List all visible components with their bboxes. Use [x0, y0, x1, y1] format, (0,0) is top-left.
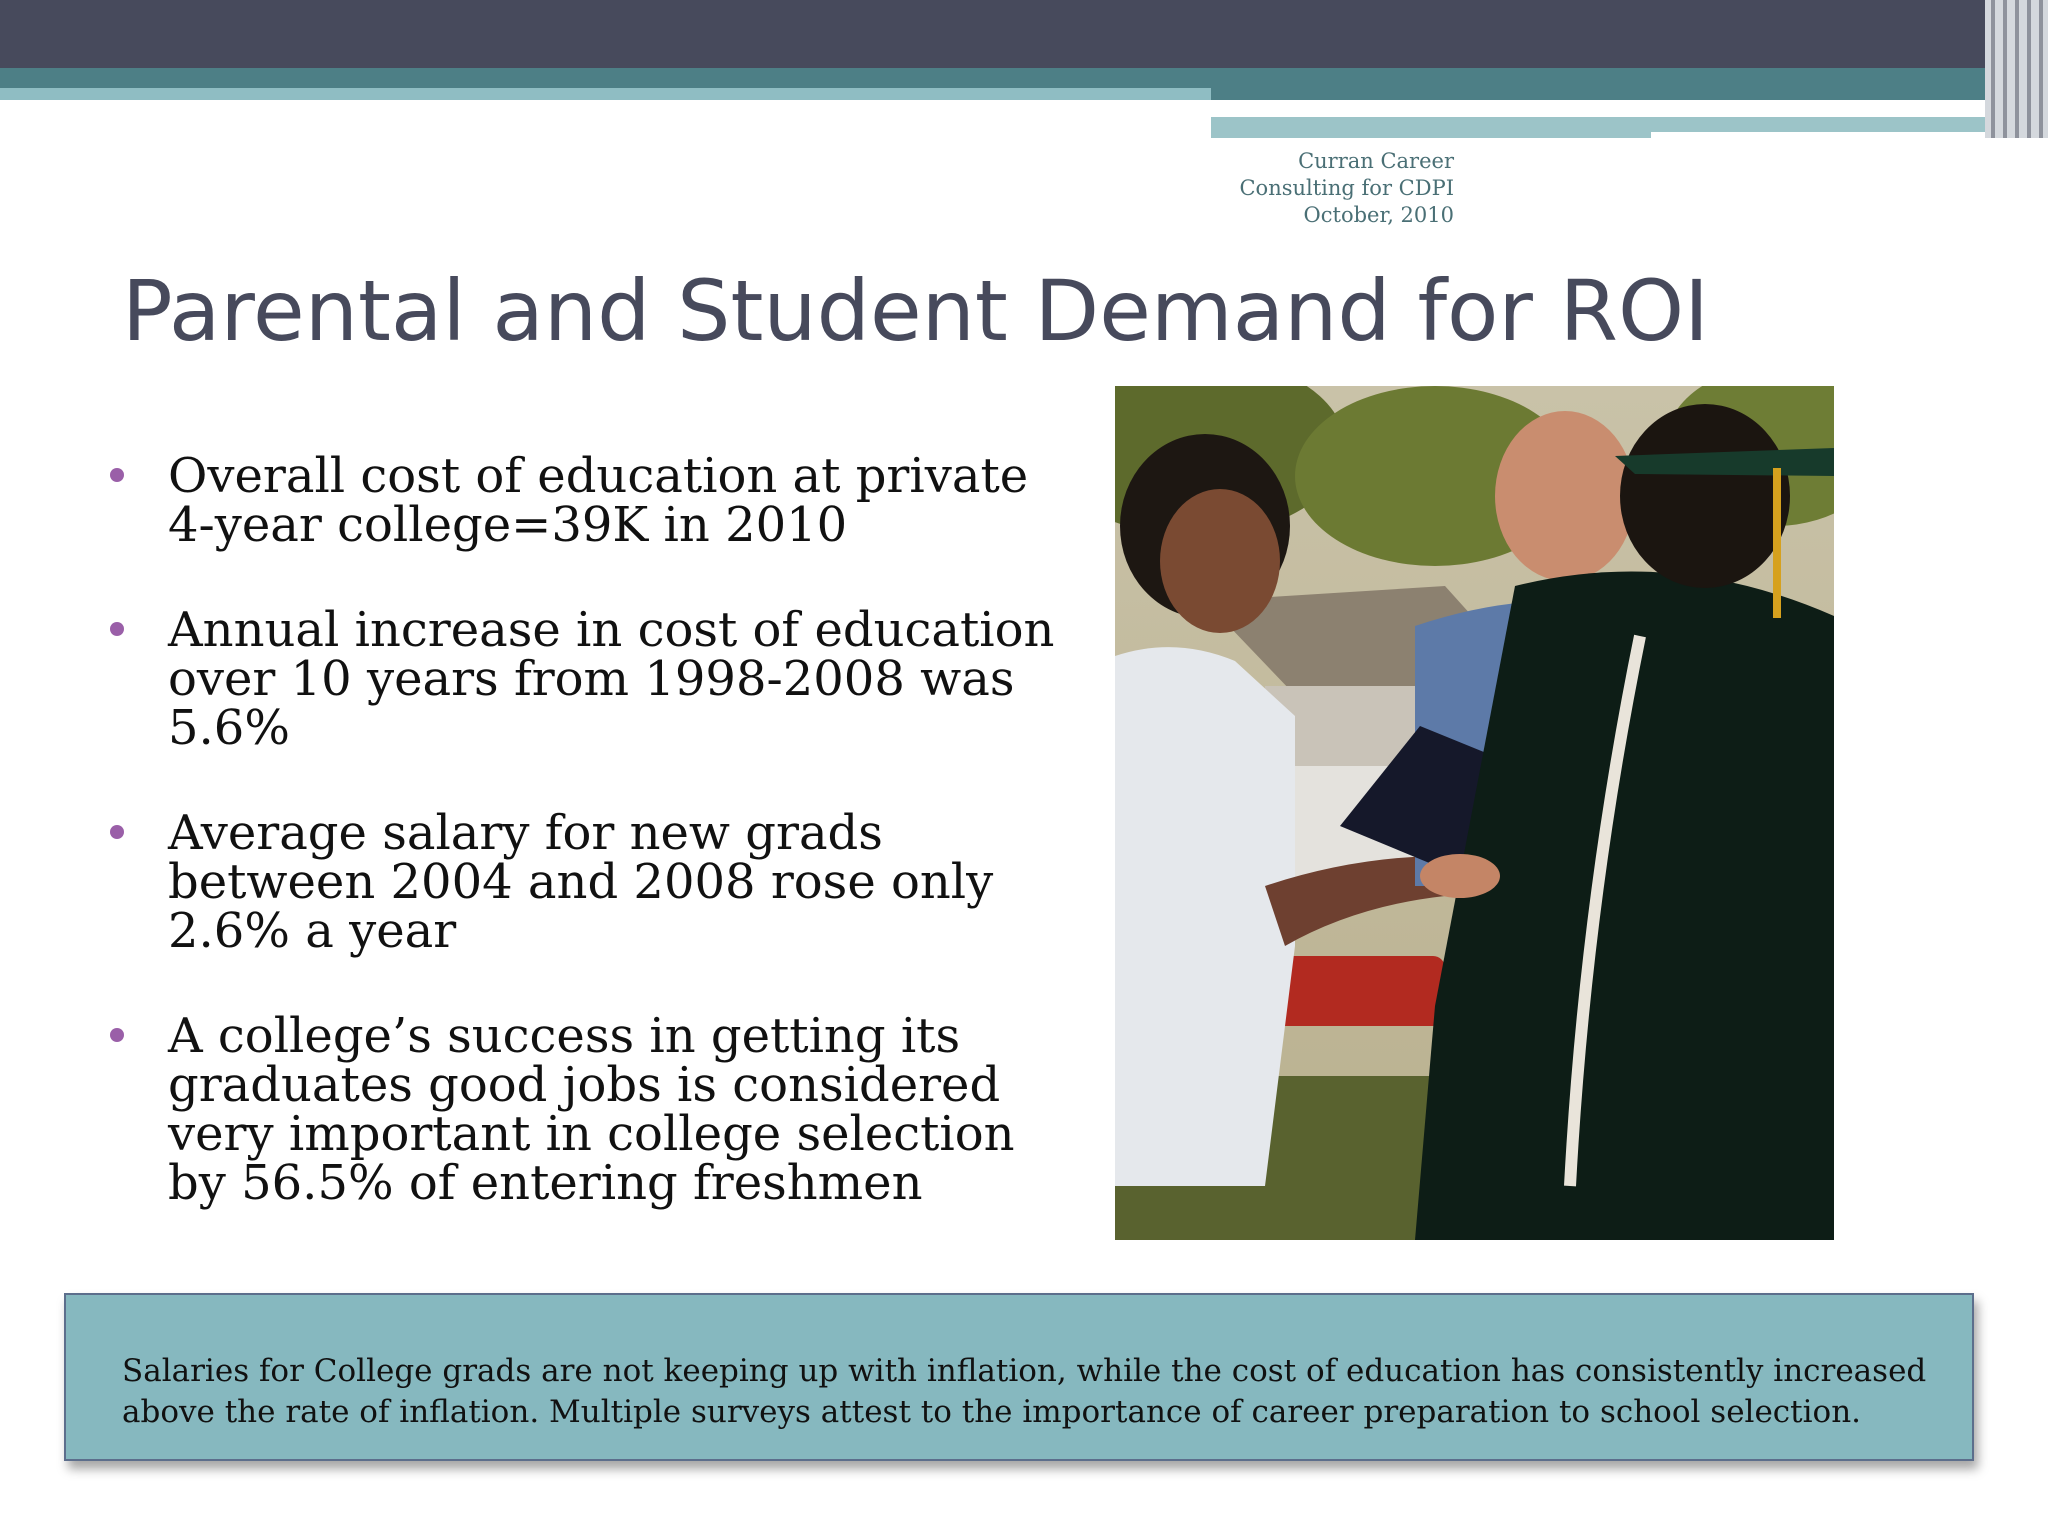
bullet-item [110, 448, 1070, 553]
bullet-item [110, 805, 1070, 959]
attribution-date: October, 2010 [1303, 203, 1454, 227]
bullet-list [110, 448, 1070, 1264]
bullet-item [110, 602, 1070, 756]
top-band-right-light [1211, 117, 1651, 138]
attribution-line-2: Consulting for CDPI [1239, 176, 1454, 200]
bullet-text: A college’s success in getting its graduates good jobs is considered very important in college selection by 56.5% of entering freshmen [168, 1008, 1015, 1211]
bullet-dot-icon [110, 825, 124, 839]
attribution-line-1: Curran Career [1298, 149, 1454, 173]
bullet-text: Annual increase in cost of education over 10 years from 1998-2008 was 5.6% [168, 602, 1055, 756]
bullet-text: Overall cost of education at private 4-year college=39K in 2010 [168, 448, 1029, 553]
bullet-dot-icon [110, 1028, 124, 1042]
summary-callout [64, 1293, 1974, 1461]
top-band-teal [0, 68, 2000, 88]
bullet-dot-icon [110, 622, 124, 636]
top-band-right-light-end [1651, 117, 2011, 132]
slide-title: Parental and Student Demand for ROI [122, 262, 1709, 360]
top-band-right-teal [1211, 88, 2011, 100]
bullet-text: Average salary for new grads between 2004 and 2008 rose only 2.6% a year [168, 805, 994, 959]
corner-stripes [1985, 0, 2048, 138]
graduation-photo [1115, 386, 1834, 1240]
top-band-light [0, 88, 1211, 100]
header-attribution [1239, 148, 1454, 229]
summary-text: Salaries for College grads are not keeping up with inflation, while the cost of education has consistently increased above the rate of inflation. Multiple surveys attest to the importance of career preparation to school selection. [122, 1353, 1927, 1430]
bullet-item [110, 1008, 1070, 1211]
bullet-dot-icon [110, 468, 124, 482]
top-band-dark [0, 0, 2048, 68]
